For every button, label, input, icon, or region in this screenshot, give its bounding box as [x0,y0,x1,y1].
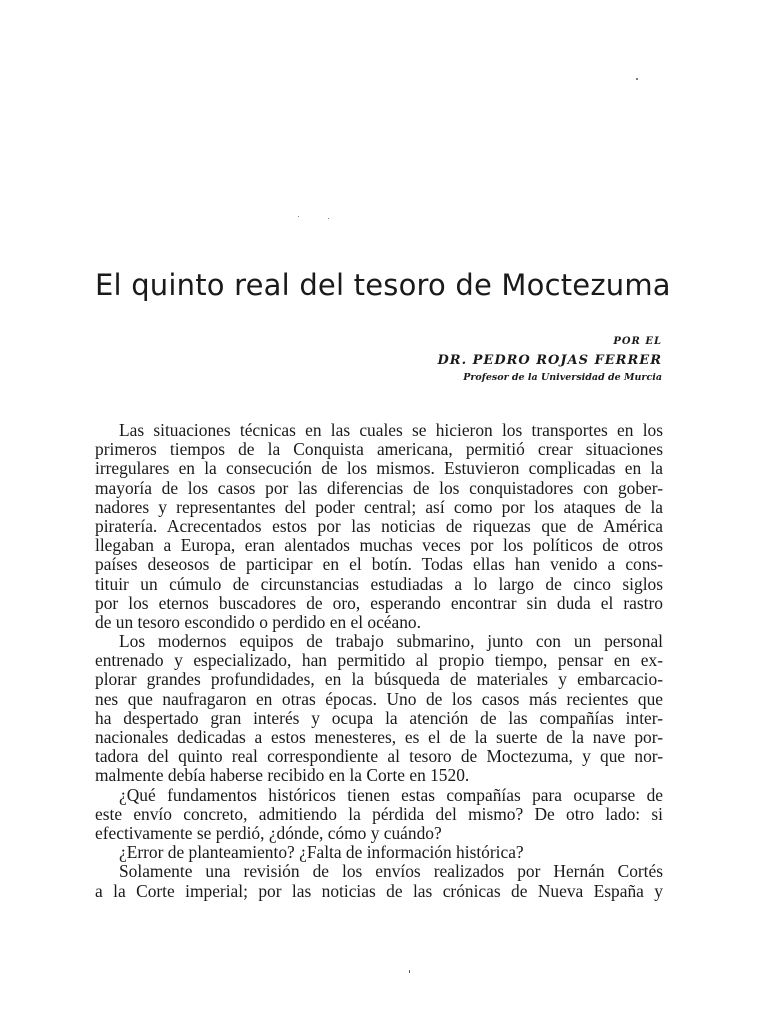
body-line: malmente debía haberse recibido en la Corte en 1520. [95,765,470,786]
body-line: llegaban a Europa, eran alentados muchas veces por los políticos de otros [95,535,663,556]
body-line: de un tesoro escondido o perdido en el océano. [95,611,421,632]
body-line: ¿Qué fundamentos históricos tienen estas compañías para ocuparse de [119,784,663,805]
body-line: este envío concreto, admitiendo la pérdida del mismo? De otro lado: si [95,803,663,824]
byline-por: POR EL [613,336,662,347]
body-line: mayoría de los casos por las diferencias de los conquistadores con gober- [95,477,663,498]
print-speck [328,218,329,219]
body-line: tituir un cúmulo de circunstancias estudiadas a lo largo de cinco siglos [95,573,663,594]
body-line: tadora del quinto real correspondiente al tesoro de Moctezuma, y que nor- [95,746,663,767]
body-line: efectivamente se perdió, ¿dónde, cómo y cuándo? [95,822,442,843]
article-title: El quinto real del tesoro de Moctezuma [95,268,671,302]
print-speck [298,216,299,217]
body-line: plorar grandes profundidades, en la búsqueda de materiales y embarcacio- [95,669,663,690]
author-affiliation: Profesor de la Universidad de Murcia [463,372,662,383]
body-line: ¿Error de planteamiento? ¿Falta de información histórica? [119,842,524,863]
body-line: Solamente una revisión de los envíos realizados por Hernán Cortés [119,861,663,882]
body-line: nadores y representantes del poder central; así como por los ataques de la [95,496,663,517]
print-speck [409,970,410,973]
article-body [95,421,663,901]
author-name: DR. PEDRO ROJAS FERRER [437,353,662,368]
body-line: entrenado y especializado, han permitido al propio tiempo, pensar en ex- [95,650,663,671]
body-line: nes que naufragaron en otras épocas. Uno de los casos más recientes que [95,688,663,709]
body-line: ha despertado gran interés y ocupa la atención de las compañías inter- [95,707,663,728]
body-line: a la Corte imperial; por las noticias de las crónicas de Nueva España y [95,880,663,901]
body-line: nacionales dedicadas a estos menesteres, es el de la suerte de la nave por- [95,727,663,747]
body-line: Las situaciones técnicas en las cuales se hicieron los transportes en los [119,420,663,440]
body-line: piratería. Acrecentados estos por las noticias de riquezas que de América [95,515,663,536]
body-line: irregulares en la consecución de los mismos. Estuvieron complicadas en la [95,458,663,479]
byline [438,336,662,383]
body-line: países deseosos de participar en el botín. Todas ellas han venido a cons- [95,554,663,575]
print-speck [636,78,638,80]
body-line: Los modernos equipos de trabajo submarino, junto con un personal [119,631,663,652]
body-line: primeros tiempos de la Conquista americana, permitió crear situaciones [95,439,663,460]
body-line: por los eternos buscadores de oro, esperando encontrar sin duda el rastro [95,592,663,613]
